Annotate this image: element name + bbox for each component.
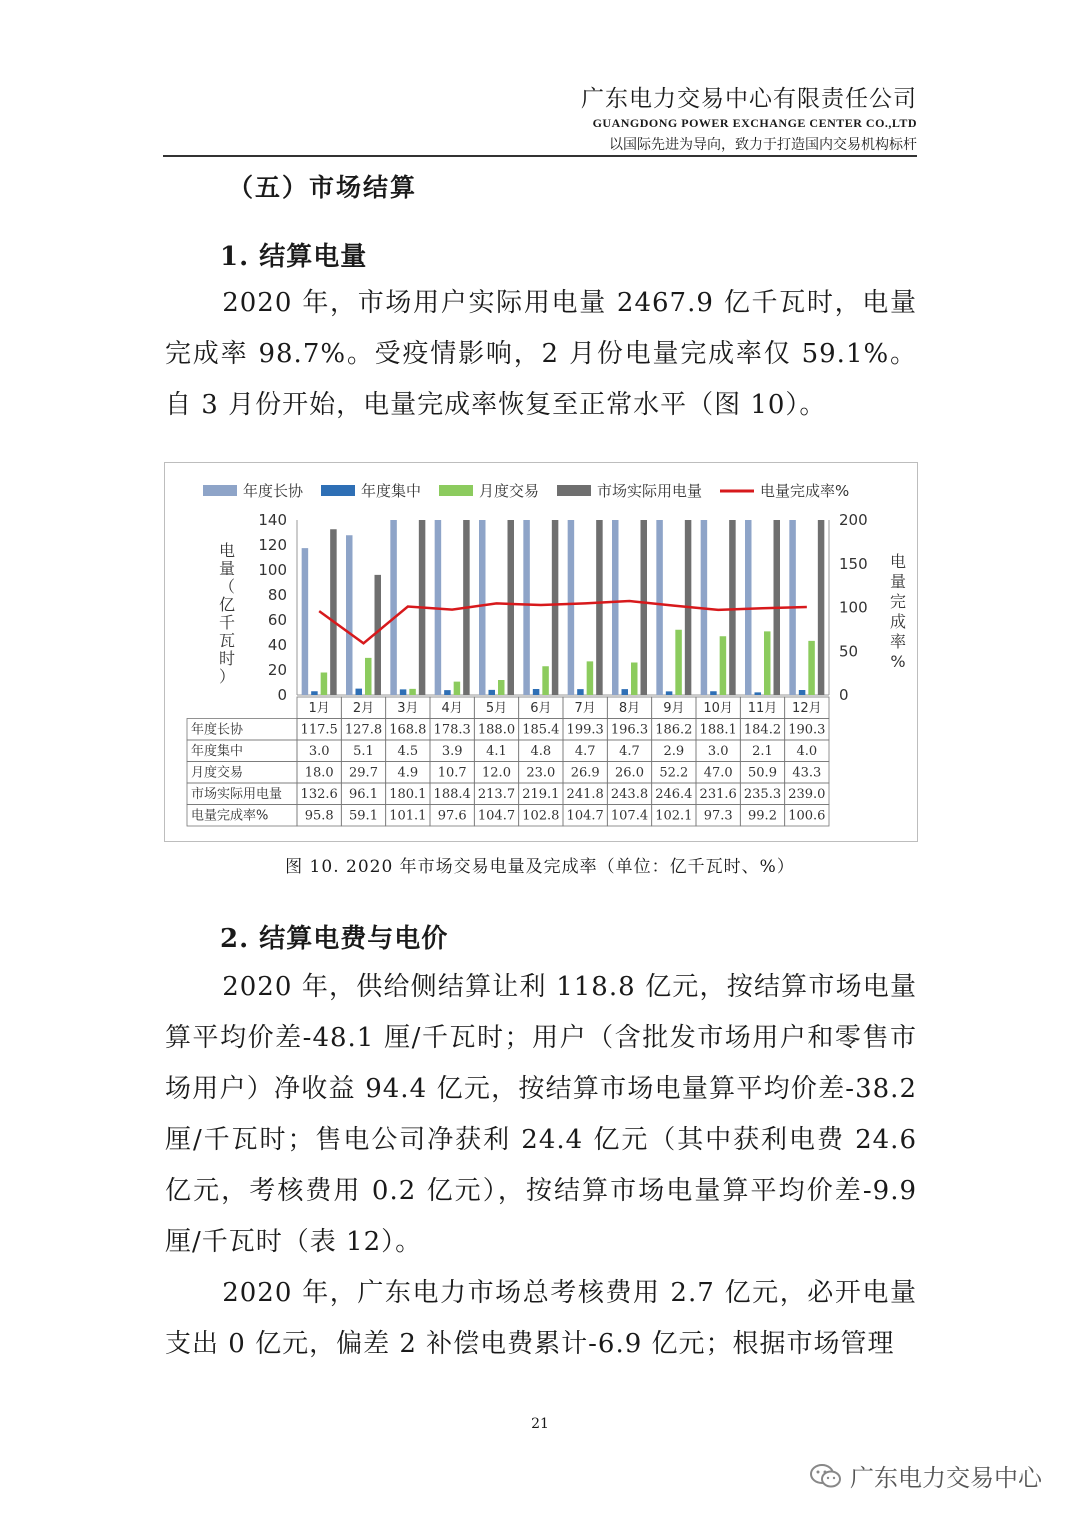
legend-label-0: 年度长协 [243,482,304,500]
table-value: 4.9 [397,765,419,781]
subsection-title-settlement-volume: 1. 结算电量 [220,242,368,272]
bar-年度长协-5月 [479,520,486,695]
table-value: 18.0 [304,765,334,781]
table-value: 185.4 [522,722,560,738]
table-month-label: 9月 [663,701,685,716]
table-value: 184.2 [743,722,782,738]
table-value: 97.3 [703,808,733,824]
table-value: 188.1 [699,722,737,738]
bar-市场实际用电量-10月 [729,520,736,695]
bar-市场实际用电量-6月 [552,520,559,695]
legend-label-2: 月度交易 [479,482,540,500]
figure-caption: 图 10. 2020 年市场交易电量及完成率（单位：亿千瓦时、%） [285,857,795,877]
table-value: 4.7 [619,744,640,759]
bar-月度交易-9月 [675,630,682,695]
y-tick-label: 40 [267,636,287,654]
y-tick-label: 120 [258,536,287,554]
table-value: 52.2 [659,765,689,781]
y-axis-title-char: 千 [218,613,236,632]
bar-年度集中-4月 [444,690,451,695]
y-tick-label: 60 [267,611,287,629]
subsection-title-settlement-fees: 2. 结算电费与电价 [220,924,449,954]
bar-年度集中-1月 [311,691,318,695]
legend-label-3: 市场实际用电量 [597,482,703,500]
table-value: 178.3 [433,722,471,738]
table-value: 199.3 [566,722,604,738]
bar-月度交易-12月 [808,641,815,695]
table-value: 102.1 [655,808,693,824]
table-month-label: 7月 [574,701,596,716]
y2-tick-label: 150 [839,554,868,573]
bar-年度长协-7月 [568,520,575,695]
bar-年度集中-3月 [400,689,407,695]
y-tick-label: 80 [267,586,287,604]
bar-年度集中-6月 [533,689,540,695]
table-value: 231.6 [699,787,737,802]
table-value: 186.2 [655,722,693,738]
table-value: 4.5 [397,744,419,759]
table-value: 4.0 [796,744,818,759]
table-value: 59.1 [349,808,378,824]
y2-axis-title-char: 率 [889,632,907,651]
table-value: 95.8 [304,808,334,824]
bar-市场实际用电量-5月 [508,520,515,695]
legend-swatch-1 [321,485,355,496]
bar-市场实际用电量-8月 [641,520,648,695]
table-month-label: 10月 [703,701,733,716]
table-value: 3.0 [707,744,729,759]
header-slogan: 以国际先进为导向，致力于打造国内交易机构标杆 [609,137,917,153]
table-row-label: 年度集中 [191,744,244,759]
table-value: 4.7 [574,744,596,759]
legend-swatch-0 [203,485,237,496]
y-axis-title-char: ） [218,667,236,686]
table-value: 235.3 [743,787,782,802]
bar-年度集中-9月 [666,691,673,695]
bar-月度交易-10月 [720,636,727,695]
bar-年度长协-6月 [523,520,530,695]
table-value: 10.7 [437,765,467,781]
y2-tick-label: 200 [839,511,868,529]
bar-月度交易-2月 [365,658,372,695]
table-value: 180.1 [389,787,427,802]
table-month-label: 4月 [441,701,463,716]
bar-月度交易-7月 [587,661,594,695]
table-value: 3.9 [441,744,463,759]
bar-年度长协-9月 [656,520,663,695]
table-month-label: 3月 [397,701,419,716]
header-divider [163,155,917,157]
bar-月度交易-6月 [542,666,549,695]
table-value: 241.8 [566,787,604,802]
table-value: 43.3 [792,765,822,781]
bar-月度交易-11月 [764,631,771,695]
table-value: 2.9 [663,744,685,759]
bar-年度集中-12月 [799,690,806,695]
table-value: 213.7 [477,787,516,802]
table-value: 26.9 [570,765,600,781]
table-value: 96.1 [349,787,378,802]
y-tick-label: 100 [258,561,287,579]
table-value: 26.0 [615,765,644,781]
bar-市场实际用电量-12月 [818,520,825,695]
table-value: 102.8 [522,808,560,824]
header-company-name: 广东电力交易中心有限责任公司 [581,86,917,112]
table-month-label: 8月 [618,701,641,716]
table-value: 246.4 [655,787,693,802]
y-axis-title-char: 亿 [218,595,236,614]
legend-swatch-3 [557,485,591,496]
table-value: 190.3 [788,722,826,738]
table-value: 117.5 [300,722,338,738]
table-value: 5.1 [353,744,374,759]
table-value: 219.1 [522,787,560,802]
y2-axis-title-char: 电 [889,552,907,571]
table-value: 99.2 [748,808,777,824]
bar-市场实际用电量-7月 [596,520,603,695]
legend-label-1: 年度集中 [361,482,422,500]
wechat-watermark [810,1458,1042,1493]
table-value: 97.6 [437,808,467,824]
y-axis-title-char: 瓦 [218,631,236,650]
table-value: 47.0 [703,765,733,781]
table-value: 29.7 [349,765,378,781]
bar-月度交易-4月 [454,682,461,695]
table-value: 3.0 [308,744,330,759]
table-value: 107.4 [610,808,649,824]
table-value: 101.1 [389,808,427,824]
table-row-label: 电量完成率% [191,808,269,824]
table-month-label: 2月 [352,701,375,716]
bar-市场实际用电量-1月 [330,529,337,695]
y2-axis-title-char: 完 [889,592,907,611]
y-axis-title-char: 电 [218,541,236,560]
bar-月度交易-1月 [321,673,328,696]
table-value: 23.0 [526,765,556,781]
table-value: 188.4 [433,787,471,802]
y-tick-label: 0 [277,686,287,704]
table-month-label: 6月 [530,701,552,716]
table-value: 12.0 [482,765,511,781]
table-month-label: 5月 [485,701,508,716]
watermark-text: 广东电力交易中心 [850,1464,1042,1492]
header-company-english: GUANGDONG POWER EXCHANGE CENTER CO.,LTD [592,116,917,130]
bar-年度集中-8月 [622,689,629,695]
paragraph-assessment-fees: 2020 年，广东电力市场总考核费用 2.7 亿元，必开电量支出 0 亿元，偏差 2 补偿电费累计-6.9 亿元；根据市场管理 [165,1278,917,1359]
chart-svg [165,463,917,841]
y2-axis-title-char: 成 [889,612,907,631]
table-month-label: 1月 [308,701,330,716]
table-row-label: 市场实际用电量 [191,787,283,802]
table-value: 4.1 [486,744,507,759]
bar-月度交易-8月 [631,663,638,696]
bar-年度集中-10月 [710,691,717,695]
page-number: 21 [531,1416,549,1432]
section-title: （五）市场结算 [228,173,418,202]
legend-label-4: 电量完成率% [760,482,850,500]
y-axis-title-char: 时 [218,649,236,668]
bar-年度集中-2月 [356,689,363,695]
y-axis-title-char: （ [218,577,236,596]
table-value: 4.8 [530,744,552,759]
table-month-label: 12月 [792,701,822,716]
legend-swatch-2 [439,485,473,496]
table-value: 104.7 [477,808,516,824]
table-value: 2.1 [752,744,773,759]
y2-tick-label: 0 [839,686,849,704]
table-value: 100.6 [788,808,826,824]
y-tick-label: 140 [258,511,287,529]
paragraph-settlement-fees: 2020 年，供给侧结算让利 118.8 亿元，按结算市场电量算平均价差-48.1 厘/千瓦时；用户（含批发市场用户和零售市场用户）净收益 94.4 亿元，按结算市场电量算平均价差-38.2 厘/千瓦时；售电公司净获利 24.4 亿元（其中获利电费 24.6 亿元，考核费用 0.2 亿元），按结算市场电量算平均价差-9.9 厘/千瓦时（表 12）。 [165,972,917,1257]
table-value: 127.8 [344,722,383,738]
wechat-icon [810,1463,842,1489]
bar-年度长协-8月 [612,520,619,695]
table-value: 239.0 [788,787,826,802]
table-value: 188.0 [477,722,516,738]
bar-年度长协-3月 [390,520,397,695]
y2-tick-label: 50 [839,642,859,661]
figure-chart [164,462,918,842]
bar-月度交易-3月 [409,689,416,695]
bar-年度集中-5月 [489,690,496,695]
table-value: 196.3 [610,722,649,738]
y2-axis-title-char: % [890,652,906,671]
y2-axis-title-char: 量 [889,572,907,591]
table-value: 243.8 [610,787,649,802]
table-month-label: 11月 [747,701,778,716]
y-tick-label: 20 [267,661,287,679]
bar-年度集中-7月 [577,689,584,695]
y-axis-title-char: 量 [218,559,236,578]
bar-年度长协-1月 [302,548,309,695]
bar-月度交易-5月 [498,680,505,695]
table-value: 132.6 [300,787,338,802]
bar-年度长协-2月 [346,535,353,695]
paragraph-settlement-volume: 2020 年，市场用户实际用电量 2467.9 亿千瓦时，电量完成率 98.7%。受疫情影响，2 月份电量完成率仅 59.1%。自 3 月份开始，电量完成率恢复至正常水平（图 10）。 [165,288,917,420]
bar-年度集中-11月 [755,692,762,695]
table-value: 104.7 [566,808,604,824]
table-row-label: 月度交易 [191,765,244,781]
table-value: 168.8 [389,722,427,738]
table-row-label: 年度长协 [191,722,244,738]
y2-tick-label: 100 [839,598,868,617]
table-value: 50.9 [748,765,777,781]
